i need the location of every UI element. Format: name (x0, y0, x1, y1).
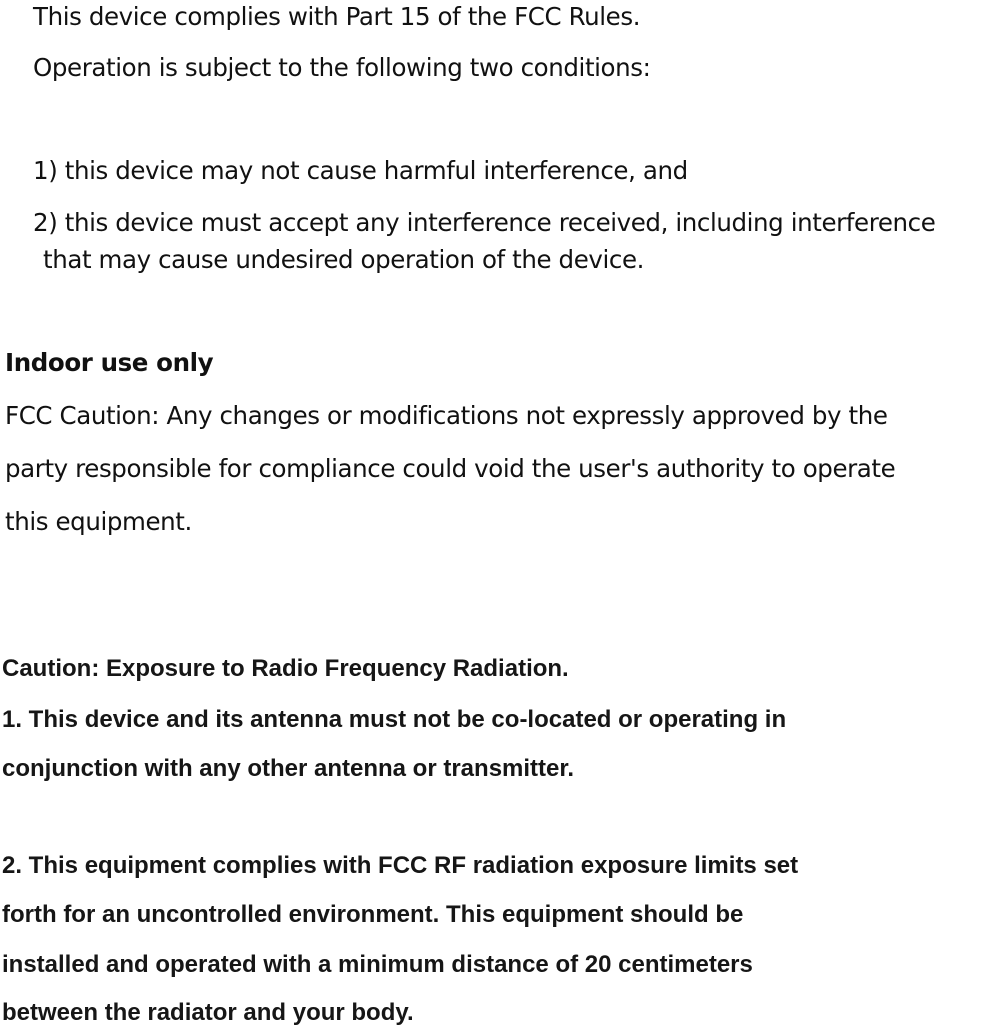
fcc-condition-1: 1) this device may not cause harmful interference, and (33, 156, 688, 185)
rf-item-2-line-2: forth for an uncontrolled environment. This equipment should be (2, 901, 744, 928)
indoor-use-heading: Indoor use only (5, 348, 214, 377)
fcc-intro-line-2: Operation is subject to the following two conditions: (33, 53, 651, 82)
fcc-condition-2-line-1: 2) this device must accept any interference received, including interference (33, 208, 936, 237)
rf-exposure-caution (0, 640, 975, 1030)
rf-item-2-line-3: installed and operated with a minimum distance of 20 centimeters (2, 951, 753, 978)
rf-item-2-line-1: 2. This equipment complies with FCC RF radiation exposure limits set (2, 852, 799, 879)
fcc-caution-line-1: FCC Caution: Any changes or modifications not expressly approved by the (5, 401, 888, 430)
fcc-condition-2-line-2: that may cause undesired operation of the device. (43, 245, 645, 274)
rf-item-2-line-4: between the radiator and your body. (2, 999, 414, 1026)
rf-item-1-line-2: conjunction with any other antenna or transmitter. (2, 755, 575, 782)
fcc-caution-line-3: this equipment. (5, 507, 192, 536)
fcc-caution-line-2: party responsible for compliance could void the user's authority to operate (5, 454, 896, 483)
fcc-intro-line-1: This device complies with Part 15 of the FCC Rules. (33, 2, 641, 31)
rf-caution-title: Caution: Exposure to Radio Frequency Radiation. (2, 655, 569, 682)
rf-item-1-line-1: 1. This device and its antenna must not be co-located or operating in (2, 706, 787, 733)
